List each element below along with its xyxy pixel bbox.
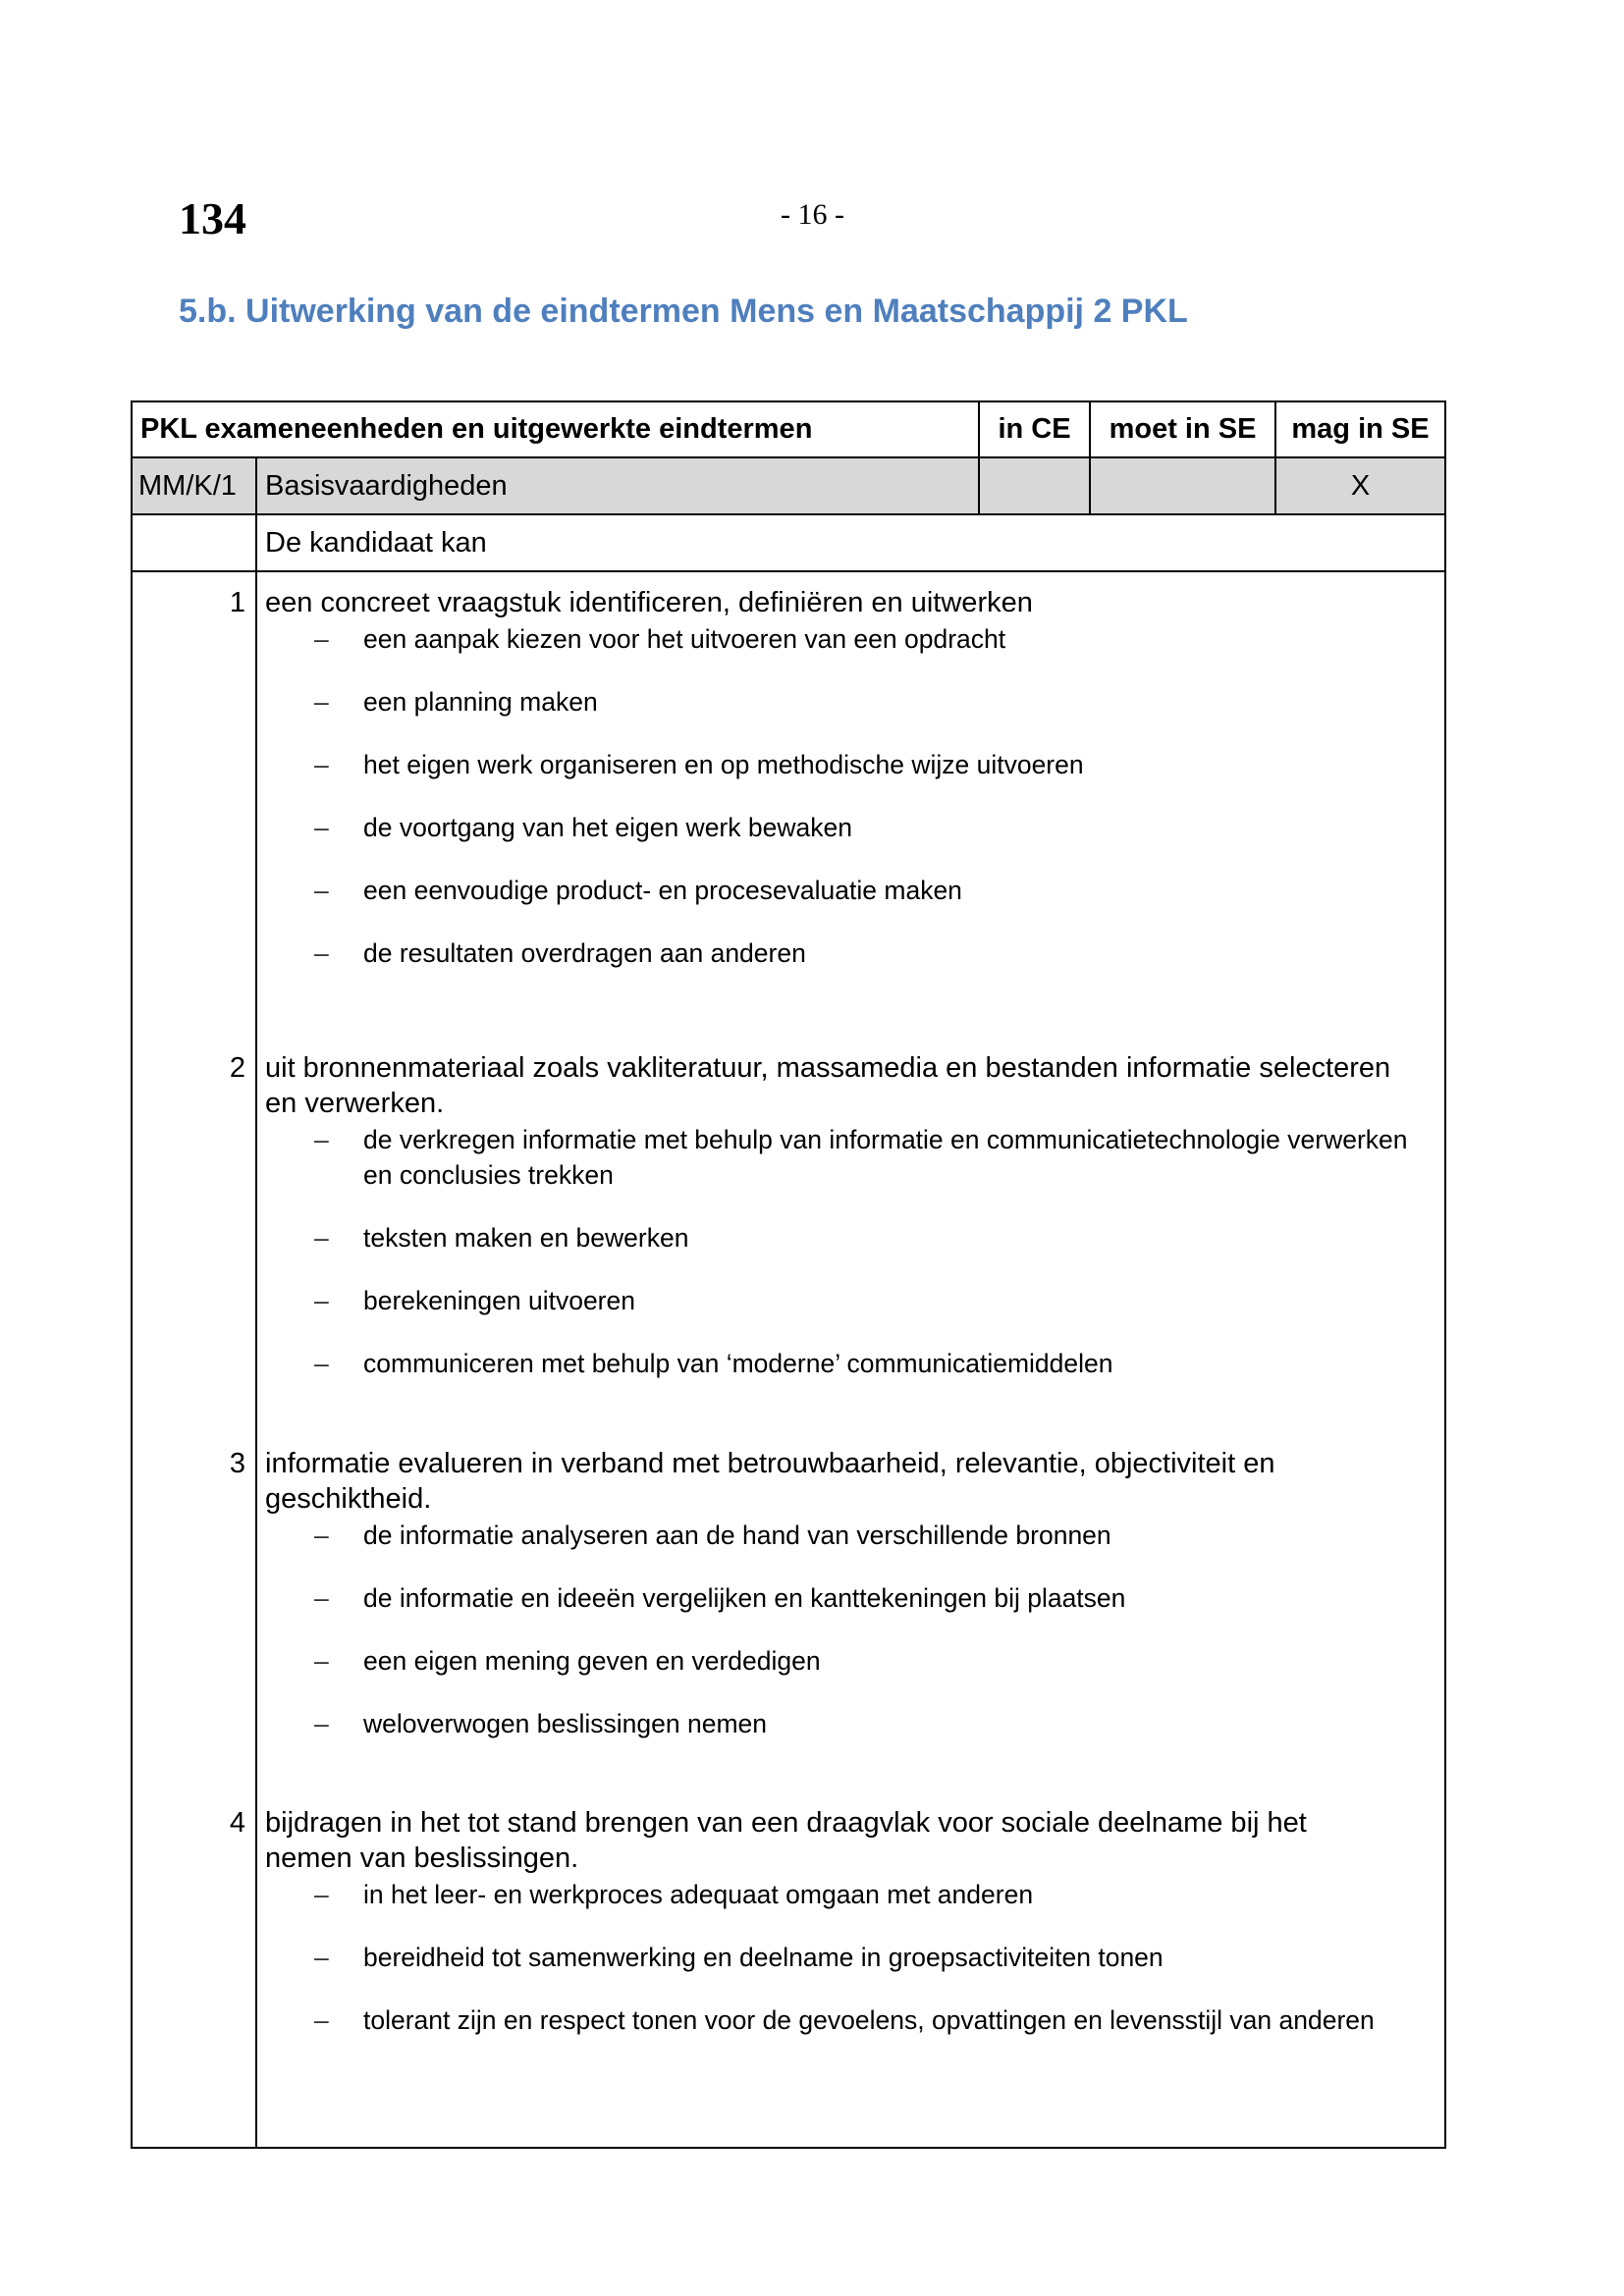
header-mag-in-se: mag in SE [1291, 413, 1430, 445]
intro-code-cell [133, 515, 257, 570]
list-item: – weloverwogen beslissingen nemen [314, 1706, 1443, 1741]
header-in-ce: in CE [980, 402, 1091, 456]
list-item: – de verkregen informatie met behulp van informatie en communicatietechnologie verwerken en conclusies trekken [314, 1122, 1443, 1193]
unit-name: Basisvaardigheden [257, 458, 980, 513]
dash-icon: – [314, 876, 329, 905]
list-item: – tolerant zijn en respect tonen voor de gevoelens, opvattingen en levensstijl van anderen [314, 2002, 1443, 2038]
item-heading: uit bronnenmateriaal zoals vakliteratuur, massamedia en bestanden informatie selecteren en verwerken. [265, 1052, 1391, 1119]
header-main: PKL exameneenheden en uitgewerkte eindtermen [133, 402, 980, 456]
intro-row [133, 515, 1444, 572]
page-number-center: - 16 - [781, 198, 844, 231]
dash-icon: – [314, 1646, 329, 1676]
dash-icon: – [314, 1583, 329, 1613]
unit-code: MM/K/1 [133, 458, 257, 513]
list-item: – een aanpak kiezen voor het uitvoeren van een opdracht [314, 621, 1443, 657]
dash-icon: – [314, 1125, 329, 1154]
page-number-left: 134 [179, 193, 246, 243]
dash-icon: – [314, 938, 329, 968]
item-heading: informatie evalueren in verband met betrouwbaarheid, relevantie, objectiviteit en geschiktheid. [265, 1448, 1275, 1515]
section-title: 5.b. Uitwerking van de eindtermen Mens en Maatschappij 2 PKL [179, 293, 1188, 330]
table-header-row [133, 402, 1444, 458]
unit-mag-in-se: X [1350, 469, 1371, 502]
items-body [133, 572, 1444, 2147]
dash-icon: – [314, 1709, 329, 1738]
item-heading: een concreet vraagstuk identificeren, definiëren en uitwerken [265, 587, 1033, 618]
dash-icon: – [314, 1521, 329, 1550]
unit-in-ce [980, 458, 1091, 513]
item-number: 4 [229, 1807, 245, 1839]
list-item: – het eigen werk organiseren en op methodische wijze uitvoeren [314, 747, 1443, 782]
list-item: – een eenvoudige product- en procesevaluatie maken [314, 873, 1443, 908]
dash-icon: – [314, 813, 329, 842]
item-number: 1 [229, 587, 245, 618]
item-heading: bijdragen in het tot stand brengen van een draagvlak voor sociale deelname bij het nemen van beslissingen. [265, 1807, 1307, 1874]
list-item: – een planning maken [314, 684, 1443, 720]
dash-icon: – [314, 624, 329, 654]
dash-icon: – [314, 687, 329, 717]
dash-icon: – [314, 1349, 329, 1378]
list-item: – in het leer- en werkproces adequaat omgaan met anderen [314, 1877, 1443, 1912]
dash-icon: – [314, 2005, 329, 2035]
list-item: – de informatie en ideeën vergelijken en kanttekeningen bij plaatsen [314, 1580, 1443, 1616]
list-item: – bereidheid tot samenwerking en deelname in groepsactiviteiten tonen [314, 1940, 1443, 1975]
items-number-column [133, 572, 257, 2147]
list-item: – de informatie analyseren aan de hand van verschillende bronnen [314, 1518, 1443, 1553]
items-text-column [257, 572, 1444, 2147]
list-item: – berekeningen uitvoeren [314, 1283, 1443, 1318]
header-moet-in-se: moet in SE [1091, 402, 1276, 456]
item-number: 2 [229, 1052, 245, 1084]
item-number: 3 [229, 1448, 245, 1479]
dash-icon: – [314, 750, 329, 779]
dash-icon: – [314, 1223, 329, 1253]
unit-moet-in-se [1091, 458, 1276, 513]
list-item: – de voortgang van het eigen werk bewaken [314, 810, 1443, 845]
list-item: – een eigen mening geven en verdedigen [314, 1643, 1443, 1679]
unit-row [133, 458, 1444, 515]
list-item: – teksten maken en bewerken [314, 1220, 1443, 1255]
eindtermen-table [131, 400, 1446, 2149]
dash-icon: – [314, 1286, 329, 1315]
intro-text: De kandidaat kan [265, 526, 487, 559]
dash-icon: – [314, 1943, 329, 1972]
list-item: – de resultaten overdragen aan anderen [314, 935, 1443, 971]
list-item: – communiceren met behulp van ‘moderne’ communicatiemiddelen [314, 1346, 1443, 1381]
dash-icon: – [314, 1880, 329, 1909]
